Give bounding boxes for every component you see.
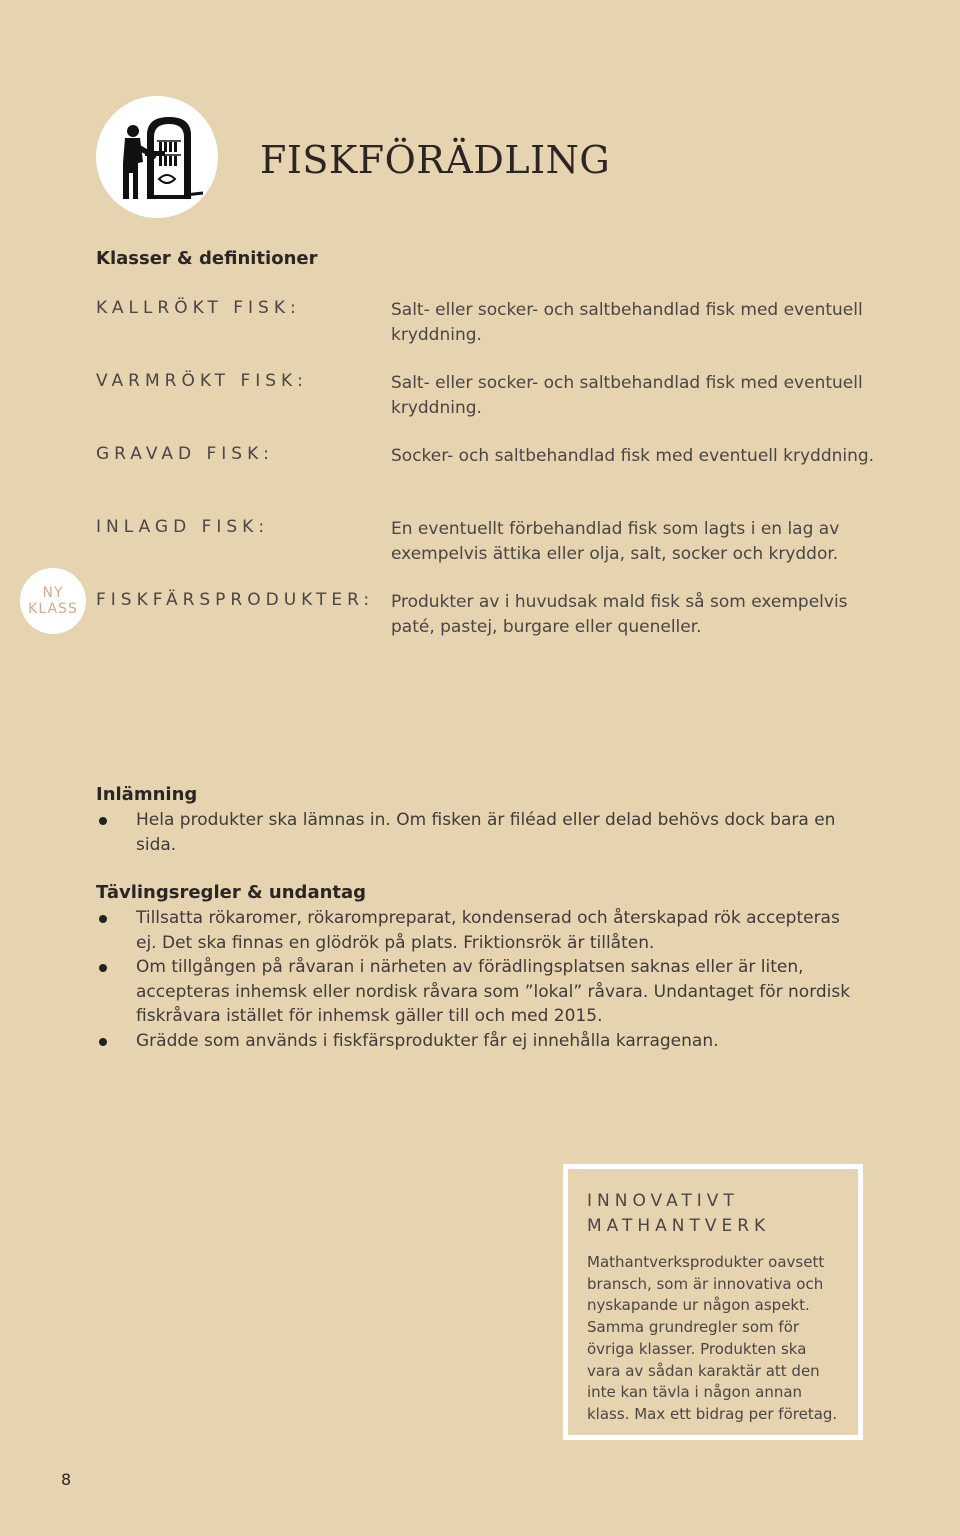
list-item: Tillsatta rökaromer, rökarompreparat, kondenserad och återskapad rök accepteras ej. Det ska finnas en glödrök på plats. Friktionsrök är tillåten. (96, 906, 856, 955)
class-description: Salt- eller socker- och saltbehandlad fisk med eventuell kryddning. (391, 373, 863, 418)
classes-heading: Klasser & definitioner (96, 248, 318, 269)
list-item: Grädde som används i fiskfärsprodukter får ej innehålla karragenan. (96, 1029, 856, 1054)
class-description: Produkter av i huvudsak mald fisk så som exempelvis paté, pastej, burgare eller queneller. (391, 592, 848, 637)
new-class-badge (20, 568, 86, 634)
list-item: Om tillgången på råvaran i närheten av förädlingsplatsen saknas eller är liten, accepteras inhemsk eller nordisk råvara som ”lokal” råvara. Undantaget för nordisk fiskråvara istället för inhemsk gäller till och med 2015. (96, 955, 856, 1029)
submission-heading: Inlämning (96, 784, 198, 805)
class-name: INLAGD FISK: (96, 517, 270, 537)
innovation-title-line2: MATHANTVERK (587, 1216, 771, 1236)
page-title: FISKFÖRÄDLING (260, 138, 611, 182)
innovation-box (563, 1164, 863, 1440)
bullet-icon (99, 1038, 107, 1046)
class-name: GRAVAD FISK: (96, 444, 274, 464)
class-name: FISKFÄRSPRODUKTER: (96, 590, 375, 610)
innovation-title-line1: INNOVATIVT (587, 1191, 739, 1211)
class-description: En eventuellt förbehandlad fisk som lagts i en lag av exempelvis ättika eller olja, salt, socker och kryddor. (391, 519, 840, 564)
page-number: 8 (61, 1470, 72, 1489)
bullet-icon (99, 964, 107, 972)
class-description: Socker- och saltbehandlad fisk med eventuell kryddning. (391, 446, 875, 466)
class-name: VARMRÖKT FISK: (96, 371, 308, 391)
rules-list (96, 906, 856, 1053)
badge-line2: KLASS (28, 601, 78, 617)
bullet-icon (99, 915, 107, 923)
bullet-icon (99, 817, 107, 825)
innovation-text: Mathantverksprodukter oavsett bransch, som är innovativa och nyskapande ur någon aspekt. Samma grundregler som för övriga klasser. Produkten ska vara av sådan karaktär att den inte kan tävla i någon annan klass. Max ett bidrag per företag. (587, 1253, 838, 1423)
badge-line1: NY (42, 585, 64, 601)
list-item: Hela produkter ska lämnas in. Om fisken är filéad eller delad behövs dock bara en sida. (96, 808, 856, 857)
submission-list (96, 808, 856, 857)
rules-heading: Tävlingsregler & undantag (96, 882, 367, 903)
smokehouse-icon (96, 96, 218, 218)
class-description: Salt- eller socker- och saltbehandlad fisk med eventuell kryddning. (391, 300, 863, 345)
class-name: KALLRÖKT FISK: (96, 298, 301, 318)
